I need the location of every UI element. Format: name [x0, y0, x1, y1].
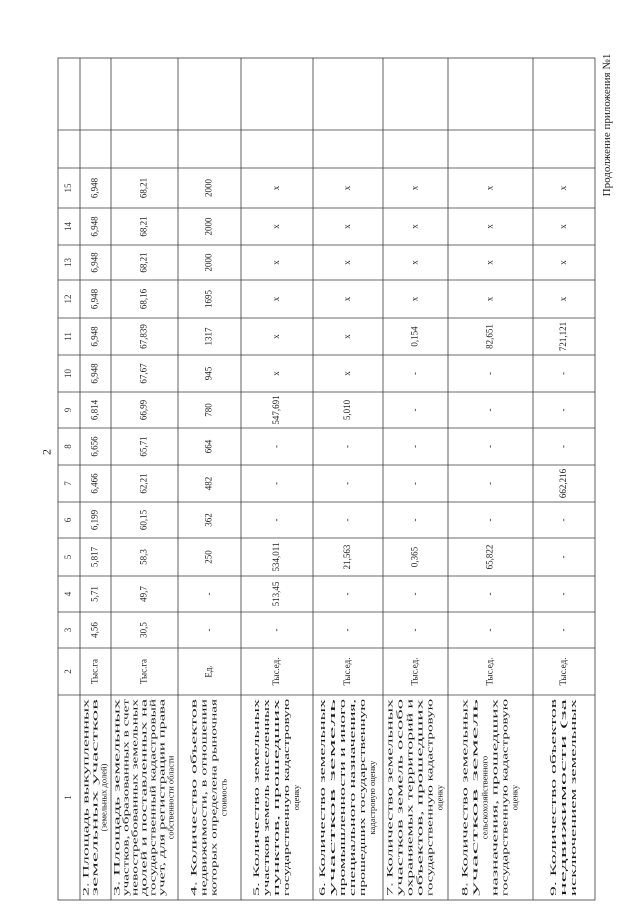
value-cell: 1317 — [203, 327, 214, 346]
value-cell: x — [271, 260, 282, 265]
value-cell: 5,71 — [89, 586, 100, 602]
value-cell: 2000 — [203, 253, 214, 272]
row-label-line: государственную кадастровую — [424, 785, 435, 896]
value-cell: 721,121 — [558, 321, 569, 352]
row-label-line: земельных участков — [89, 823, 100, 896]
row-label-line: охраняемых территорий и — [404, 801, 415, 896]
value-cell: 6,948 — [89, 252, 100, 273]
value-cell: 534,011 — [271, 542, 282, 572]
row-label-line: участков земель — [326, 837, 337, 896]
column-header: 13 — [63, 258, 74, 267]
value-cell: - — [558, 628, 569, 632]
row-label-line: 8. Количество земельных — [459, 804, 470, 896]
unit-cell: Тыс.ед. — [484, 657, 495, 686]
value-cell: x — [558, 224, 569, 229]
value-cell: - — [558, 445, 569, 448]
unit-cell: Тыс.га — [89, 658, 100, 685]
value-cell: 547,691 — [271, 395, 282, 425]
value-cell: 0,365 — [409, 546, 420, 568]
value-cell: 68,21 — [138, 252, 149, 273]
row-label-line: объектов, прошедших — [414, 816, 425, 896]
value-cell: - — [558, 555, 569, 559]
row-label-line: участков, образованных в счет — [120, 785, 131, 896]
row-label-line: оценку — [509, 784, 520, 811]
column-header: 11 — [63, 332, 74, 341]
column-header: 3 — [63, 627, 74, 633]
row-label-line: долей и поставленных на — [138, 804, 149, 896]
value-cell: - — [409, 408, 420, 412]
row-label-line: сельскохозяйственного — [479, 755, 490, 840]
value-cell: x — [342, 371, 353, 376]
row-label-line: 2. Площадь выкупленных — [80, 802, 91, 896]
row-label-line: невостребованных земельных — [129, 787, 140, 896]
value-cell: 6,948 — [89, 177, 100, 199]
column-header: 12 — [63, 294, 74, 304]
row-label-line: пунктов, прошедших — [270, 819, 281, 896]
value-cell: 664 — [203, 439, 214, 454]
value-cell: - — [558, 518, 569, 522]
value-cell: 49,7 — [138, 586, 149, 602]
value-cell: x — [271, 185, 282, 191]
value-cell: - — [409, 518, 420, 522]
column-header: 8 — [63, 444, 74, 449]
value-cell: 82,651 — [484, 324, 495, 349]
value-cell: 30,5 — [138, 622, 149, 638]
unit-cell: Тыс.ед. — [342, 657, 353, 686]
value-cell: 5,010 — [342, 399, 353, 421]
row-label-line: участков земель особо — [394, 814, 405, 896]
value-cell: - — [558, 408, 569, 412]
row-label-line: оценку — [290, 784, 301, 811]
value-cell: - — [271, 445, 282, 448]
row-label-line: 4. Количество объектов — [188, 810, 199, 896]
value-cell: - — [484, 372, 495, 375]
value-cell: 62,21 — [138, 473, 149, 494]
unit-cell: Тыс.ед. — [558, 657, 569, 686]
value-cell: x — [558, 260, 569, 265]
value-cell: 6,199 — [89, 509, 100, 531]
row-label-line: назначения, прошедших — [489, 808, 500, 896]
value-cell: 0,154 — [409, 326, 420, 347]
column-header: 14 — [63, 222, 74, 231]
value-cell: 945 — [203, 366, 214, 381]
value-cell: - — [484, 445, 495, 448]
value-cell: 60,15 — [138, 509, 149, 531]
value-cell: x — [484, 296, 495, 302]
row-label-line: государственную кадастровую — [499, 785, 510, 896]
row-label-line: 5. Количество земельных — [250, 804, 261, 896]
unit-cell: Тыс.га — [138, 658, 149, 685]
value-cell: - — [484, 592, 495, 596]
value-cell: x — [271, 224, 282, 229]
value-cell: 6,814 — [89, 399, 100, 421]
value-cell: 662,216 — [558, 468, 569, 499]
row-label-line: недвижимости, в отношении — [198, 791, 209, 896]
value-cell: 2000 — [203, 217, 214, 236]
row-label-line: 6. Количество земельных — [316, 804, 327, 896]
value-cell: 780 — [203, 403, 214, 417]
row-label-line: государственный кадастровый — [147, 785, 158, 896]
value-cell: 4,56 — [89, 622, 100, 638]
value-cell: 58,3 — [138, 549, 149, 565]
column-header: 10 — [63, 369, 74, 378]
value-cell: 66,99 — [138, 399, 149, 421]
value-cell: 21,563 — [342, 544, 353, 570]
value-cell: x — [484, 185, 495, 191]
row-label-line: кадастровую оценку — [366, 760, 377, 835]
value-cell: x — [409, 296, 420, 302]
value-cell: - — [409, 592, 420, 596]
value-cell: 67,839 — [138, 324, 149, 349]
value-cell: - — [558, 592, 569, 596]
value-cell: 68,21 — [138, 177, 149, 199]
value-cell: x — [409, 224, 420, 229]
value-cell: - — [342, 445, 353, 448]
row-label-line: оценку — [434, 784, 445, 811]
unit-cell: Тыс.ед. — [409, 657, 420, 686]
value-cell: - — [558, 372, 569, 375]
value-cell: x — [409, 185, 420, 191]
row-label-line: недвижимости (за — [557, 830, 568, 896]
value-cell: x — [484, 260, 495, 265]
value-cell: x — [558, 296, 569, 302]
value-cell: - — [271, 518, 282, 522]
column-header: 7 — [63, 481, 74, 486]
value-cell: 1695 — [203, 290, 214, 308]
value-cell: - — [342, 518, 353, 522]
value-cell: 6,656 — [89, 436, 100, 457]
value-cell: x — [484, 224, 495, 229]
row-label-line: участков земель — [469, 837, 480, 896]
value-cell: - — [484, 482, 495, 485]
value-cell: - — [484, 518, 495, 522]
column-header: 9 — [63, 407, 74, 413]
value-cell: 362 — [203, 513, 214, 527]
value-cell: x — [409, 260, 420, 265]
row-label-line: учет, для регистрации права — [156, 794, 167, 896]
value-cell: - — [342, 482, 353, 485]
column-header: 5 — [63, 554, 74, 560]
value-cell: 6,948 — [89, 216, 100, 237]
column-header: 4 — [63, 591, 74, 597]
value-cell: x — [342, 296, 353, 302]
value-cell: 513,45 — [271, 581, 282, 607]
row-label-line: собственности области — [165, 755, 176, 840]
value-cell: 6,948 — [89, 363, 100, 384]
row-label-line: государственную кадастровую — [280, 785, 291, 896]
value-cell: x — [342, 260, 353, 265]
row-label-line: специального назначения, — [346, 801, 357, 896]
value-cell: 65,822 — [484, 544, 495, 570]
value-cell: 65,71 — [138, 436, 149, 457]
value-cell: - — [484, 408, 495, 412]
value-cell: 5,817 — [89, 546, 100, 568]
value-cell: 482 — [203, 476, 214, 491]
row-label-line: 7. Количество земельных — [384, 804, 395, 896]
value-cell: x — [342, 185, 353, 191]
row-label-line: 9. Количество объектов — [547, 810, 558, 896]
appendix-note: Продолжение приложения №1 — [601, 53, 613, 197]
value-cell: - — [409, 628, 420, 632]
value-cell: 2000 — [203, 179, 214, 197]
column-header: 2 — [63, 669, 74, 674]
page-number: 2 — [39, 449, 54, 455]
value-cell: x — [342, 334, 353, 339]
value-cell: x — [271, 296, 282, 302]
value-cell: - — [342, 592, 353, 596]
row-label-line: прошедших государственную — [356, 788, 367, 896]
value-cell: 6,466 — [89, 473, 100, 494]
value-cell: - — [409, 482, 420, 485]
column-header: 6 — [63, 517, 74, 523]
value-cell: x — [558, 185, 569, 191]
value-cell: - — [484, 628, 495, 632]
row-label-line: (земельных долей) — [98, 763, 109, 832]
row-label-line: 3. Площадь земельных — [111, 813, 122, 896]
value-cell: - — [271, 482, 282, 485]
row-label-line: исключением земельных — [567, 805, 578, 896]
value-cell: 68,21 — [138, 216, 149, 237]
row-label-line: промышленности и иного — [336, 802, 347, 896]
value-cell: x — [271, 334, 282, 339]
value-cell: - — [409, 372, 420, 375]
value-cell: - — [409, 445, 420, 448]
value-cell: x — [271, 371, 282, 376]
value-cell: 67,67 — [138, 363, 149, 384]
value-cell: 250 — [203, 550, 214, 564]
column-header: 1 — [63, 795, 74, 800]
value-cell: - — [203, 592, 214, 596]
unit-cell: Тыс.ед. — [271, 657, 282, 686]
value-cell: 68,16 — [138, 288, 149, 310]
value-cell: - — [342, 628, 353, 632]
value-cell: 6,948 — [89, 288, 100, 310]
unit-cell: Ед. — [203, 665, 214, 678]
value-cell: 6,948 — [89, 326, 100, 347]
row-label-line: которых определена рыночная — [208, 785, 219, 896]
column-header: 15 — [63, 183, 74, 193]
value-cell: - — [203, 628, 214, 632]
value-cell: - — [271, 628, 282, 632]
row-label-line: участков земель населенных — [260, 792, 271, 896]
value-cell: x — [342, 224, 353, 229]
row-label-line: стоимость — [218, 778, 229, 817]
